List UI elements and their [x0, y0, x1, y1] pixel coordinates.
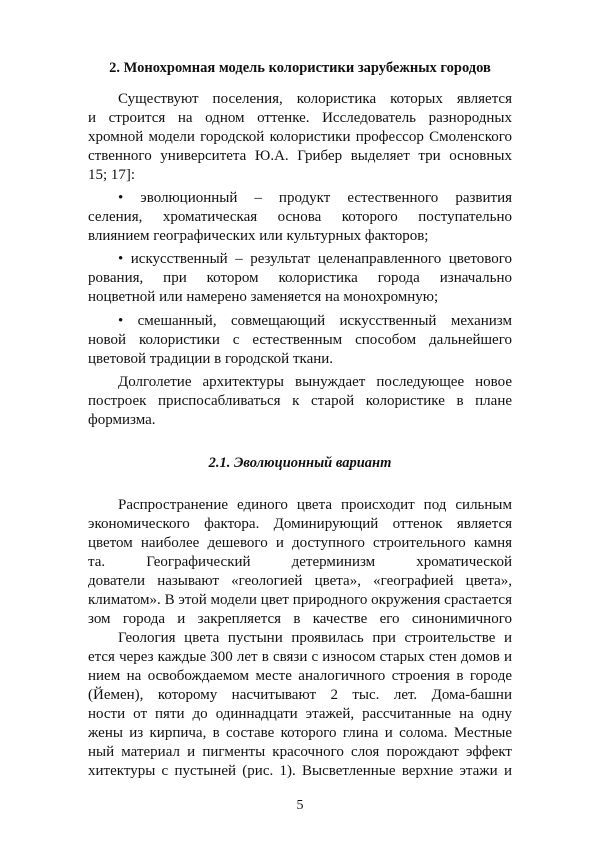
text-line: формизма. — [88, 412, 156, 428]
text-line: рования, при котором колористика города изначально — [88, 270, 512, 286]
text-line: ности от пяти до одиннадцати этажей, рассчитанные на одну — [88, 706, 512, 722]
bullet-item — [88, 189, 512, 246]
text-line: Геология цвета пустыни проявилась при строительстве и — [118, 630, 512, 646]
page-number: 5 — [296, 798, 304, 813]
text-line: хромной модели городской колористики профессор Смоленского — [88, 129, 512, 145]
section-title: 2. Монохромная модель колористики зарубежных городов — [109, 60, 491, 76]
text-line: цветом наиболее дешевого и доступного строительного камня — [88, 535, 512, 551]
bullet-item — [88, 312, 512, 369]
text-line: ноцветной или намерено заменяется на монохромную; — [88, 289, 439, 305]
text-line: зом города и закрепляется в качестве его синонимичного — [88, 611, 512, 627]
text-line: ется через каждые 300 лет в связи с износом старых стен домов и — [88, 649, 512, 665]
text-line: жены из кирпича, в составе которого глина и солома. Местные — [88, 725, 512, 741]
text-line: Существуют поселения, колористика которых является — [118, 91, 512, 107]
text-line: хитектуры с пустыней (рис. 1). Высветленные верхние этажи и — [88, 763, 512, 779]
text-line: • смешанный, совмещающий искусственный механизм — [118, 313, 512, 329]
paragraph — [88, 629, 512, 781]
text-line: построек приспосабливаться к старой колористике в плане — [88, 393, 512, 409]
text-line: Распространение единого цвета происходит под сильным — [118, 497, 512, 513]
text-line: та. Географический детерминизм хроматической — [88, 554, 512, 570]
text-line: селения, хроматическая основа которого поступательно — [88, 209, 512, 225]
text-line: ный материал и пигменты красочного слоя порождают эффект — [88, 744, 512, 760]
text-line: нием на освобождаемом месте аналогичного строения в городе — [88, 668, 512, 684]
text-line: ственного университета Ю.А. Грибер выделяет три основных — [88, 148, 512, 164]
text-line: дователи называют «геологией цвета», «географией цвета», — [88, 573, 512, 589]
text-line: Долголетие архитектуры вынуждает последующее новое — [118, 374, 512, 390]
paragraph — [88, 496, 512, 629]
text-line: (Йемен), которому насчитывают 2 тыс. лет. Дома-башни — [88, 687, 512, 703]
paragraph — [88, 90, 512, 185]
text-line: 15; 17]: — [88, 167, 136, 183]
paragraph — [88, 373, 512, 430]
text-line: влиянием географических или культурных факторов; — [88, 228, 429, 244]
text-line: • искусственный – результат целенаправленного цветового — [118, 251, 512, 267]
bullet-item — [88, 250, 512, 307]
text-line: климатом». В этой модели цвет природного окружения срастается — [88, 592, 512, 608]
subsection-title: 2.1. Эволюционный вариант — [208, 455, 392, 471]
text-line: и строится на одном оттенке. Исследователь разнородных — [88, 110, 512, 126]
text-line: цветовой традиции в городской ткани. — [88, 351, 334, 367]
text-line: экономического фактора. Доминирующий оттенок является — [88, 516, 512, 532]
text-line: • эволюционный – продукт естественного развития — [118, 190, 512, 206]
text-line: новой колористики с естественным способом дальнейшего — [88, 332, 512, 348]
